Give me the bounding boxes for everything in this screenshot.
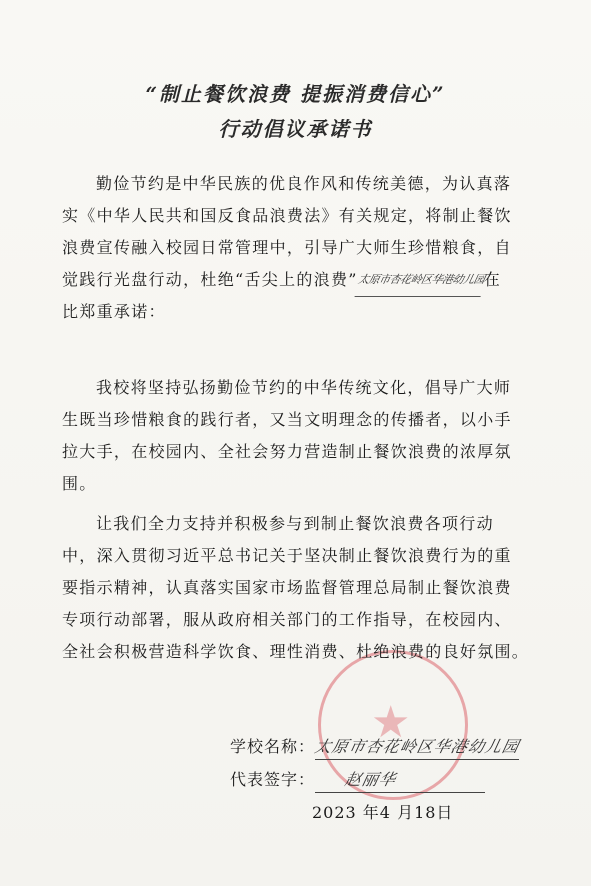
school-name-label: 学校名称： — [230, 737, 316, 756]
document-title-line1: “制止餐饮浪费 提振消费信心” — [145, 82, 446, 106]
paragraph-1-line-3: 浪费宣传融入校园日常管理中，引导广大师生珍惜粮食，自 — [62, 238, 512, 257]
representative-row — [230, 766, 485, 794]
paragraph-1-line-2: 实《中华人民共和国反食品浪费法》有关规定，将制止餐饮 — [62, 206, 512, 225]
representative-label: 代表签字： — [230, 770, 316, 789]
paragraph-1-line-4-end: 在 — [483, 270, 502, 289]
paragraph-3-line-1: 让我们全力支持并积极参与到制止餐饮浪费各项行动 — [96, 514, 494, 533]
seal-star-icon: ★ — [371, 697, 411, 748]
document-date: 2023 年4 月18日 — [312, 803, 454, 822]
paragraph-3-line-4: 专项行动部署，服从政府相关部门的工作指导，在校园内、 — [62, 610, 512, 629]
paragraph-3-line-3: 要指示精神，认真落实国家市场监督管理总局制止餐饮浪费 — [62, 578, 512, 597]
representative-signature: 赵丽华 — [343, 770, 399, 789]
paragraph-1 — [62, 168, 554, 328]
paragraph-2 — [62, 372, 554, 500]
paragraph-2-line-4: 围。 — [62, 474, 97, 493]
school-name-row — [230, 733, 522, 761]
paragraph-3-line-2: 中，深入贯彻习近平总书记关于坚决制止餐饮浪费行为的重 — [62, 546, 512, 565]
paragraph-2-line-1: 我校将坚持弘扬勤俭节约的中华传统文化，倡导广大师 — [96, 378, 512, 397]
handwritten-school-name: 太原市杏花岭区华港幼儿园 — [354, 264, 487, 297]
paragraph-1-line-1: 勤俭节约是中华民族的优良作风和传统美德，为认真落 — [96, 174, 512, 193]
paragraph-1-line-4-text: 觉践行光盘行动，杜绝“舌尖上的浪费” — [62, 270, 358, 289]
paragraph-3-line-5: 全社会积极营造科学饮食、理性消费、杜绝浪费的良好氛围。 — [62, 642, 530, 661]
school-name-handwriting: 太原市杏花岭区华港幼儿园 — [313, 737, 522, 756]
document-title-line2: 行动倡议承诺书 — [218, 117, 373, 141]
paragraph-3 — [62, 508, 554, 668]
paragraph-1-line-4 — [62, 264, 554, 296]
paragraph-1-line-5: 比郑重承诺： — [62, 302, 166, 321]
paragraph-2-line-3: 拉大手，在校园内、全社会努力营造制止餐饮浪费的浓厚氛 — [62, 442, 512, 461]
school-name-value — [313, 735, 522, 760]
representative-value — [315, 768, 485, 793]
paragraph-2-line-2: 生既当珍惜粮食的践行者，又当文明理念的传播者，以小手 — [62, 410, 512, 429]
